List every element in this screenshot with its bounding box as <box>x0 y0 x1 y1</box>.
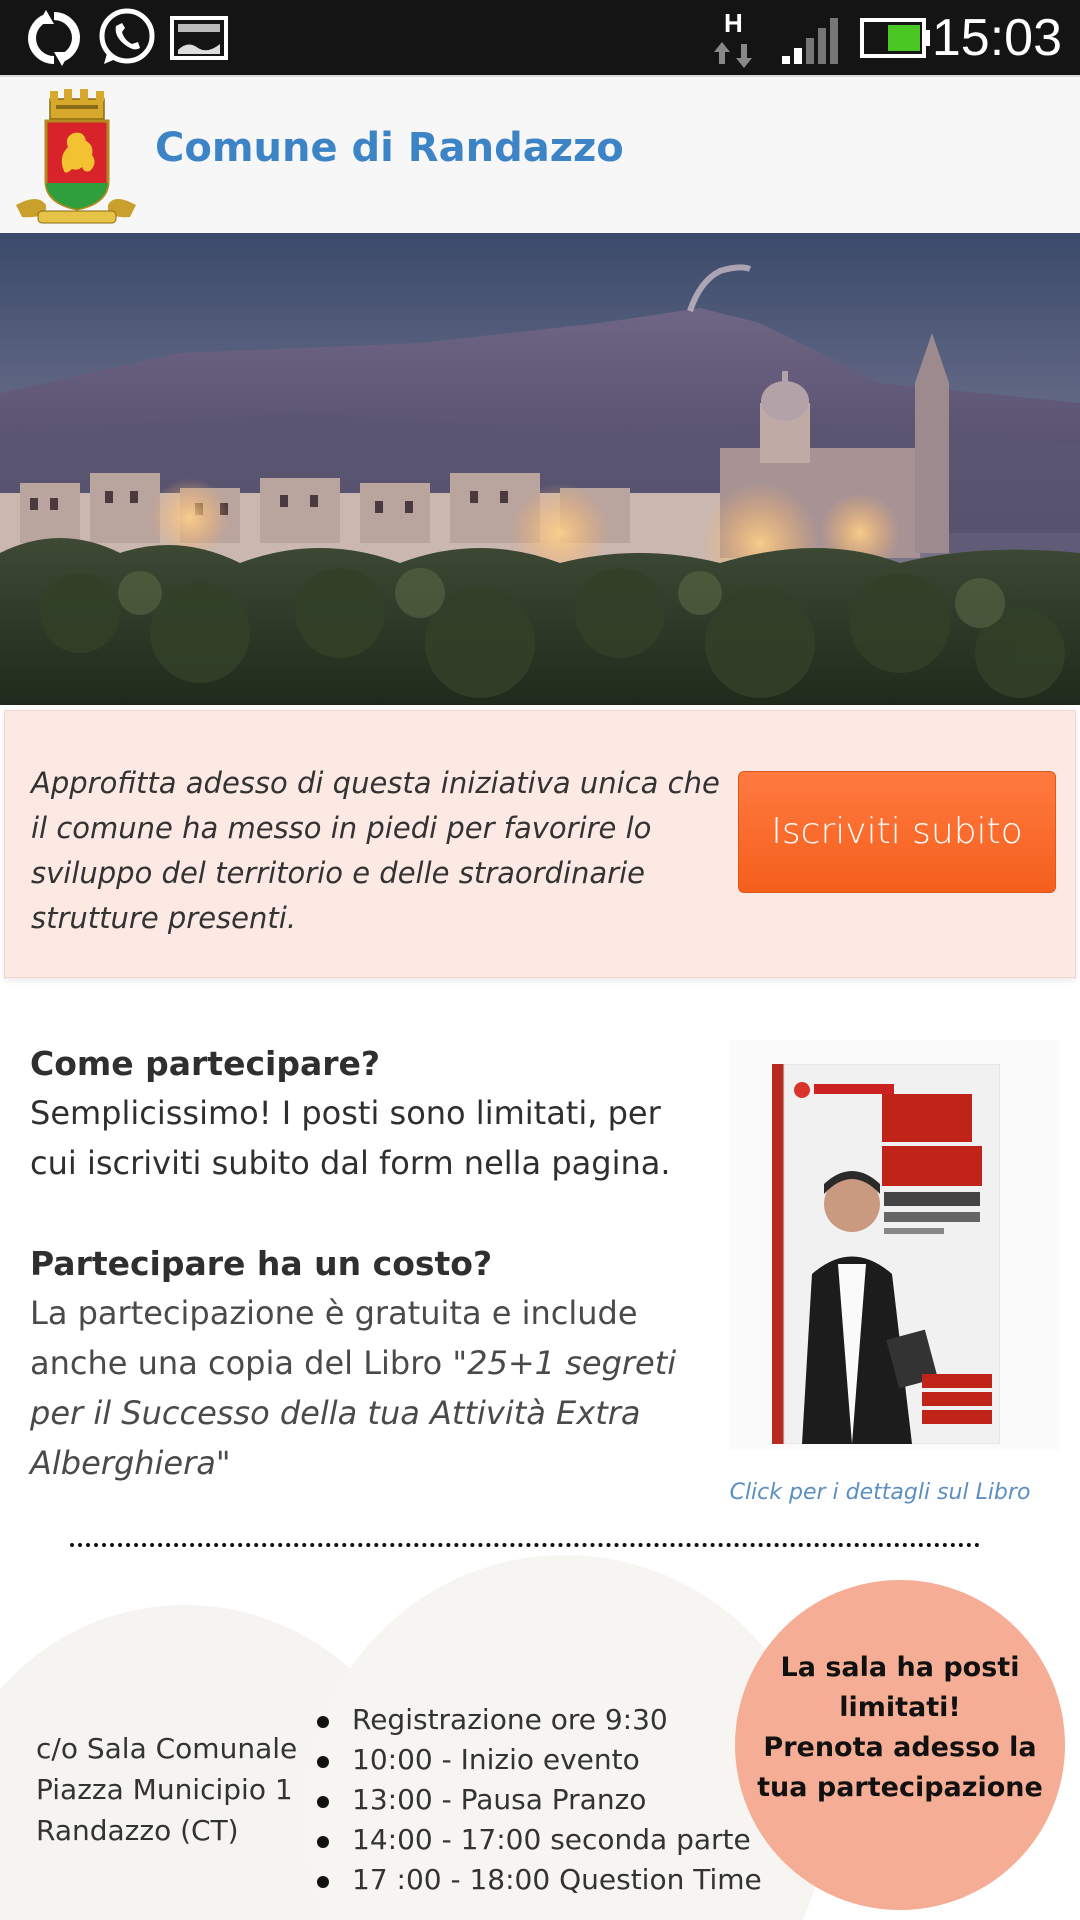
event-location <box>36 1728 297 1851</box>
bullet-icon <box>317 1876 329 1888</box>
location-line: Piazza Municipio 1 <box>36 1773 293 1806</box>
book-cover-image[interactable] <box>772 1064 1000 1444</box>
book-cover-container[interactable] <box>730 1040 1060 1450</box>
notice-line: limitati! <box>839 1692 961 1723</box>
schedule-item <box>352 1820 762 1860</box>
schedule-item <box>352 1780 762 1820</box>
book-details-link[interactable]: Click per i dettagli sul Libro <box>729 1480 1031 1505</box>
whatsapp-icon <box>96 6 158 68</box>
municipal-crest-logo[interactable] <box>8 85 144 225</box>
cta-text: Approfitta adesso di questa iniziativa unica che il comune ha messo in piedi per favorire lo sviluppo del territorio e delle straordinarie strutture presenti. <box>31 766 720 935</box>
cta-banner <box>4 710 1076 978</box>
cost-text-prefix: La partecipazione è gratuita e include anche una copia del Libro " <box>30 1294 638 1382</box>
cost-text <box>30 1288 680 1488</box>
notice-line: Prenota adesso la <box>763 1732 1037 1763</box>
schedule-item-text: 17 :00 - 18:00 Question Time <box>352 1863 762 1896</box>
bullet-icon <box>317 1756 329 1768</box>
how-to-participate-text: Semplicissimo! I posti sono limitati, per cui iscriviti subito dal form nella pagina. <box>30 1094 671 1182</box>
limited-seats-notice[interactable] <box>750 1648 1050 1808</box>
info-section <box>30 1040 680 1488</box>
network-label: H <box>724 8 743 38</box>
bullet-icon <box>317 1796 329 1808</box>
schedule-item <box>352 1860 762 1900</box>
notice-line: tua partecipazione <box>757 1772 1043 1803</box>
schedule-item-text: Registrazione ore 9:30 <box>352 1703 668 1736</box>
event-schedule <box>352 1700 762 1900</box>
sync-icon <box>26 10 82 66</box>
schedule-item <box>352 1700 762 1740</box>
how-to-participate-heading: Come partecipare? <box>30 1044 381 1083</box>
cost-heading: Partecipare ha un costo? <box>30 1244 493 1283</box>
status-bar <box>0 0 1080 75</box>
image-icon <box>170 16 228 60</box>
notice-line: La sala ha posti <box>780 1652 1020 1683</box>
network-h-icon <box>712 8 760 70</box>
book-title-inline: 25+1 segreti per il Successo della tua Attività Extra Alberghiera <box>30 1344 677 1482</box>
hero-image-randazzo-etna <box>0 233 1080 705</box>
schedule-item-text: 13:00 - Pausa Pranzo <box>352 1783 647 1816</box>
signal-icon <box>780 16 840 64</box>
location-line: Randazzo (CT) <box>36 1814 239 1847</box>
location-line: c/o Sala Comunale <box>36 1732 298 1765</box>
bullet-icon <box>317 1716 329 1728</box>
bullet-icon <box>317 1836 329 1848</box>
site-title[interactable]: Comune di Randazzo <box>155 125 624 171</box>
subscribe-button[interactable]: Iscriviti subito <box>738 771 1056 893</box>
schedule-item-text: 10:00 - Inizio evento <box>352 1743 640 1776</box>
schedule-item <box>352 1740 762 1780</box>
battery-icon <box>860 16 932 60</box>
site-header <box>0 75 1080 233</box>
schedule-item-text: 14:00 - 17:00 seconda parte <box>352 1823 751 1856</box>
cost-text-suffix: " <box>215 1444 231 1482</box>
section-divider <box>70 1543 980 1547</box>
status-time: 15:03 <box>931 9 1062 67</box>
